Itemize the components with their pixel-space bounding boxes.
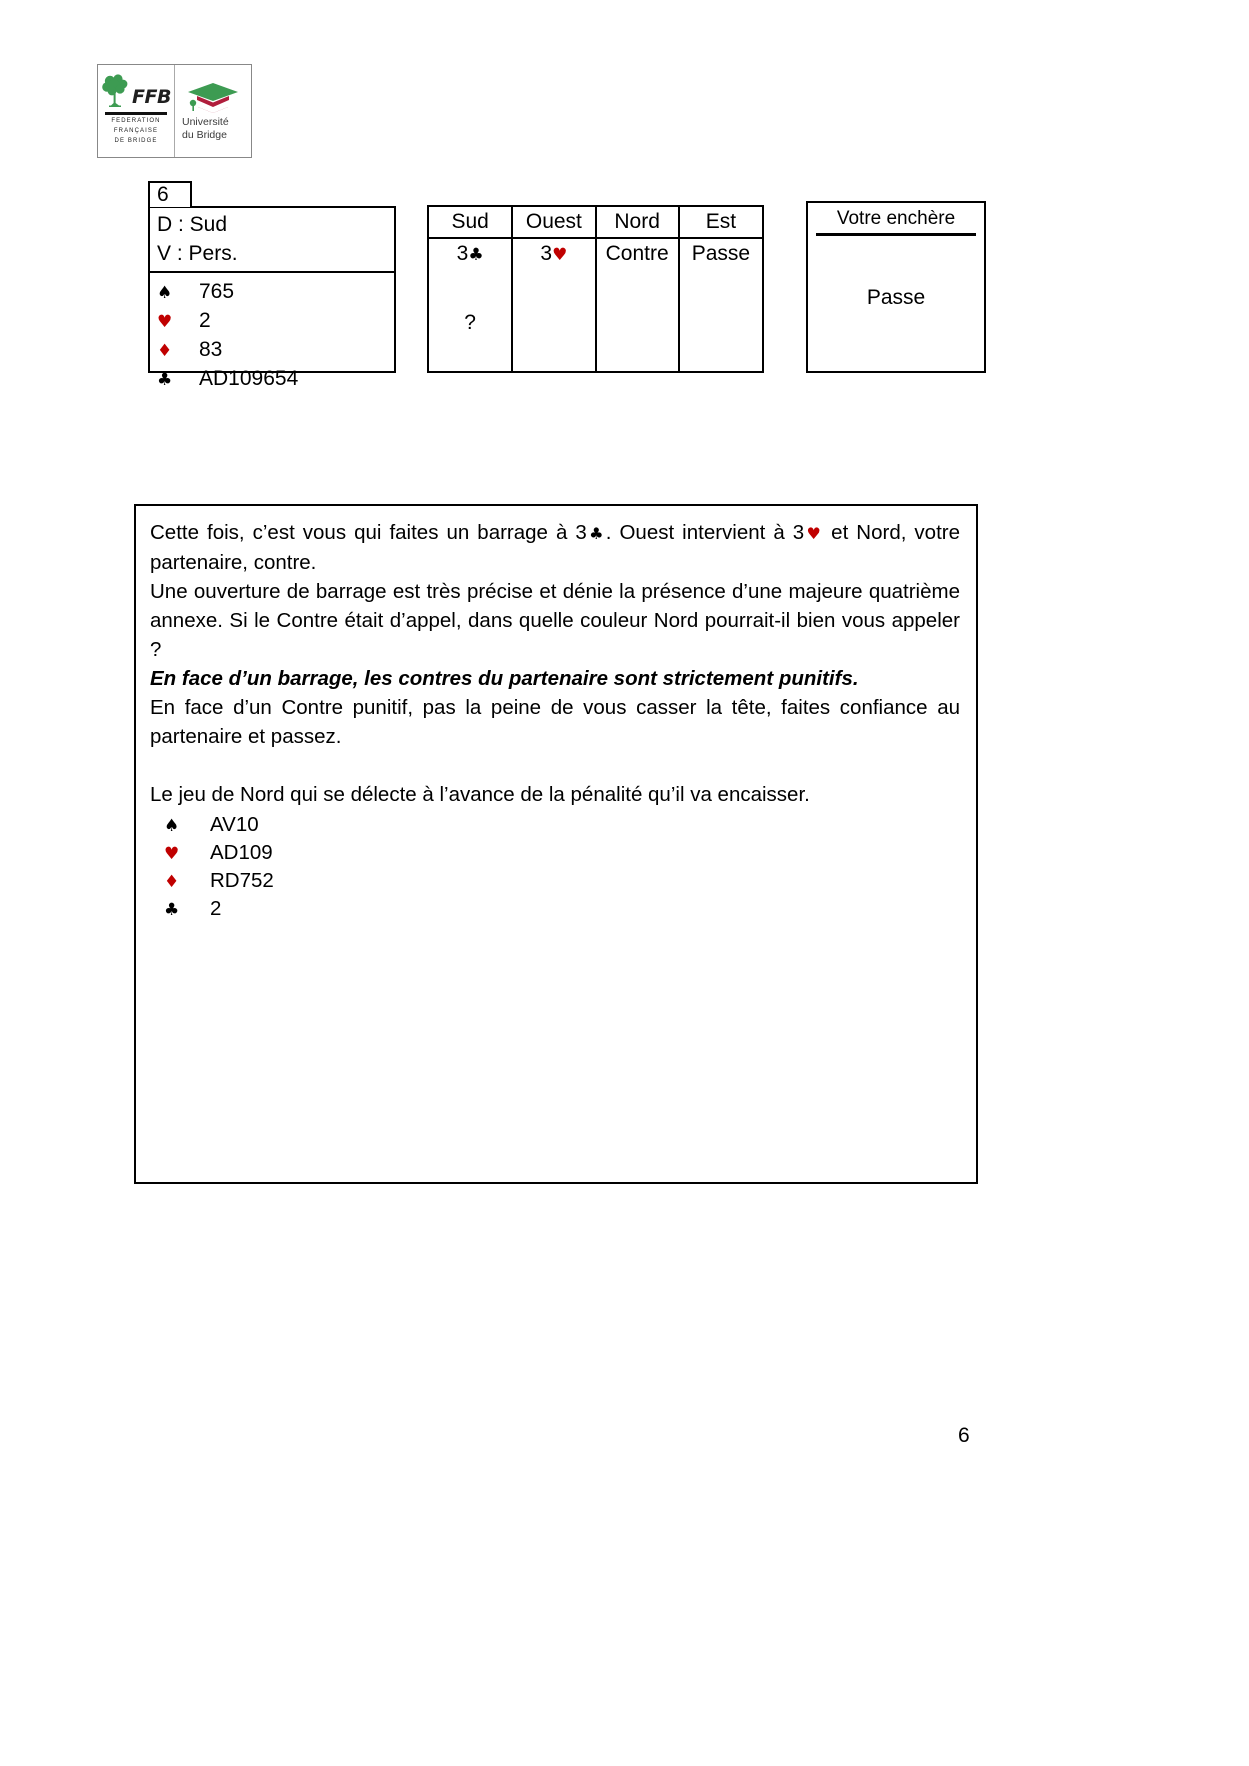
south-hand-suits <box>150 273 394 393</box>
bid-level: 3 <box>540 242 553 265</box>
explanation-paragraph-4: En face d’un Contre punitif, pas la peine de vous casser la tête, faites confiance au partenaire et passez. <box>150 696 960 748</box>
diamond-icon: ♦ <box>164 872 180 892</box>
deal-number-tab: 6 <box>148 181 192 207</box>
hand-row-spade <box>157 277 394 306</box>
paragraph-spacer <box>150 751 960 780</box>
north-hand-row-heart <box>164 839 960 867</box>
explanation-paragraph-1 <box>150 518 960 577</box>
heart-icon: ♥ <box>552 245 568 265</box>
spade-icon: ♠ <box>157 283 173 303</box>
auction-cell-nord-1: Contre <box>596 238 679 308</box>
heart-icon: ♥ <box>164 844 180 864</box>
dealer-label: D : Sud <box>157 213 228 236</box>
ffb-name-line1: FEDERATION <box>111 118 161 124</box>
north-club-cards: 2 <box>210 897 222 920</box>
para1-part-c: et Nord, votre partenaire, contre. <box>150 521 961 574</box>
north-hand-row-spade <box>164 811 960 839</box>
explanation-paragraph-2: Une ouverture de barrage est très précise et dénie la présence d’une majeure quatrième annexe. Si le Contre était d’appel, dans quelle couleur Nord pourrait-il bien vous appeler ? <box>150 580 960 661</box>
north-hand-suits <box>150 811 960 923</box>
north-spade-cards: AV10 <box>210 813 259 836</box>
hand-row-club <box>157 364 394 393</box>
auction-cell-ouest-1 <box>512 238 595 308</box>
heart-cards: 2 <box>199 309 211 332</box>
auction-header-est: Est <box>679 207 762 238</box>
explanation-paragraph-5: Le jeu de Nord qui se délecte à l’avance de la pénalité qu’il va encaisser. <box>150 783 810 806</box>
tree-icon <box>101 72 131 110</box>
auction-header-sud: Sud <box>429 207 512 238</box>
para1-part-b: . Ouest intervient à 3 <box>605 521 805 544</box>
explanation-rule-highlight: En face d’un barrage, les contres du partenaire sont strictement punitifs. <box>150 667 859 690</box>
north-diamond-cards: RD752 <box>210 869 274 892</box>
explanation-box <box>134 504 978 1184</box>
graduation-cap-icon <box>186 81 240 115</box>
auction-cell-est-1: Passe <box>691 242 751 265</box>
south-hand-box <box>148 206 396 390</box>
page-number: 6 <box>958 1424 970 1447</box>
auction-header-nord: Nord <box>596 207 679 238</box>
club-icon: ♣ <box>468 245 484 265</box>
ffb-abbreviation: FFB <box>132 86 171 108</box>
ffb-divider-rule <box>105 112 167 115</box>
north-heart-cards: AD109 <box>210 841 273 864</box>
university-name-line1: Université <box>182 115 229 128</box>
north-hand-row-diamond <box>164 867 960 895</box>
auction-table <box>427 205 764 373</box>
auction-cell-est-2 <box>679 308 762 371</box>
auction-row <box>429 308 762 371</box>
hand-header <box>150 208 394 273</box>
ffb-logo-top <box>101 70 171 110</box>
bid-level: 3 <box>456 242 469 265</box>
your-bid-box <box>806 201 986 373</box>
heart-icon: ♥ <box>157 312 173 332</box>
university-name-line2: du Bridge <box>182 129 227 141</box>
auction-cell-sud-1 <box>429 238 512 308</box>
diamond-cards: 83 <box>199 338 223 361</box>
club-icon: ♣ <box>157 370 173 390</box>
diamond-icon: ♦ <box>157 341 173 361</box>
club-icon: ♣ <box>164 900 180 920</box>
auction-header-ouest: Ouest <box>512 207 595 238</box>
heart-icon: ♥ <box>804 524 824 543</box>
auction-cell-ouest-2 <box>512 308 595 371</box>
auction-cell-sud-2: ? <box>429 308 512 371</box>
club-cards: AD109654 <box>199 367 299 390</box>
auction-header-row <box>429 207 762 238</box>
your-bid-title: Votre enchère <box>816 203 976 236</box>
auction-row <box>429 238 762 308</box>
ffb-name-line3: DE BRIDGE <box>114 138 158 145</box>
para1-part-a: Cette fois, c’est vous qui faites un barrage à 3 <box>150 521 587 544</box>
hand-row-heart <box>157 306 394 335</box>
federation-logo-block <box>97 64 252 158</box>
university-logo <box>175 65 251 157</box>
vulnerability-label: V : Pers. <box>157 242 238 265</box>
spade-cards: 765 <box>199 280 235 303</box>
auction-cell-nord-2 <box>596 308 679 371</box>
club-icon: ♣ <box>586 524 606 543</box>
ffb-name-line2: FRANÇAISE <box>113 128 159 135</box>
north-hand-row-club <box>164 895 960 923</box>
ffb-logo <box>98 65 175 157</box>
your-bid-value: Passe <box>866 286 926 309</box>
spade-icon: ♠ <box>164 816 180 836</box>
hand-row-diamond <box>157 335 394 364</box>
